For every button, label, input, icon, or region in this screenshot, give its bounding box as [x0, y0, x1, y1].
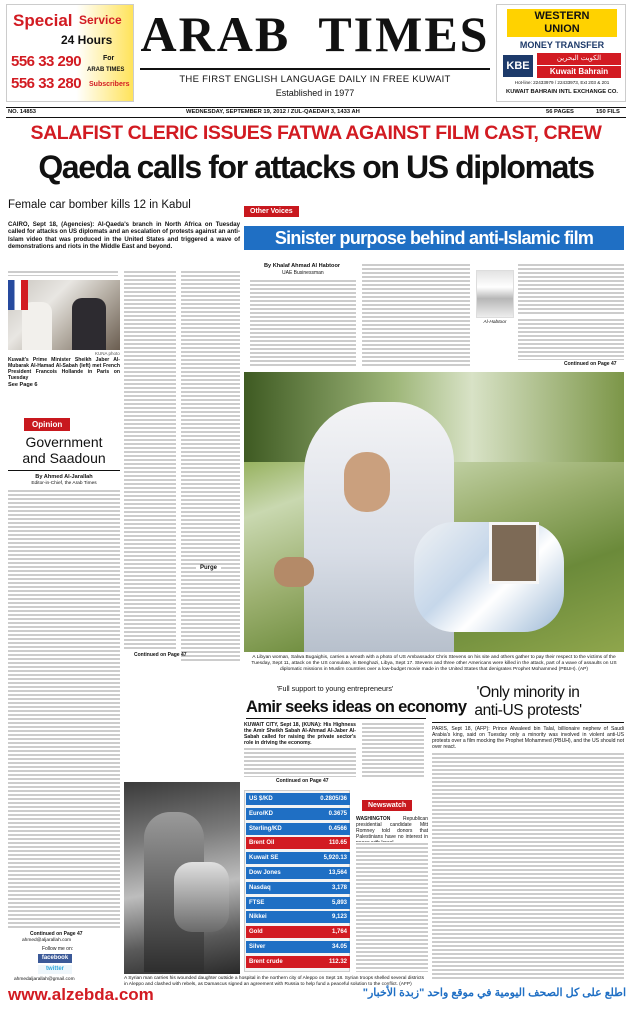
minority-body — [432, 752, 624, 980]
opinion-byline: By Ahmed Al-Jarallah — [35, 474, 93, 480]
wu-brand-top: WESTERN — [534, 10, 590, 22]
kbe-contacts: Hot-line: 22433979 / 22433973, Ext 203 & 201 — [514, 80, 610, 85]
kbe-logo: KBE — [503, 55, 533, 77]
other-voices-headline[interactable]: Sinister purpose behind anti-Islamic film — [244, 226, 624, 250]
facebook-button[interactable]: facebook — [38, 954, 72, 963]
kbe-arabic: الكويت البحرين — [537, 53, 621, 65]
market-value: 5,920.13 — [323, 855, 347, 862]
masthead-established: Established in 1977 — [275, 88, 355, 98]
opinion-label: Opinion — [24, 418, 70, 431]
habtoor-mugshot — [476, 270, 514, 318]
other-voices-byline: By Khalaf Ahmad Al Habtoor — [264, 263, 341, 269]
other-voices-byline-sub: UAE Businessman — [282, 270, 324, 276]
qaeda-continued[interactable]: Continued on Page 47 — [134, 652, 187, 658]
market-label: Kuwait SE — [249, 855, 279, 862]
ad-hours-label: 24 Hours — [61, 33, 113, 47]
newswatch-body — [356, 842, 428, 972]
market-value: 112.32 — [328, 958, 347, 965]
market-value: 0.2805/36 — [320, 796, 347, 802]
market-row — [246, 941, 350, 953]
market-value: 5,893 — [331, 899, 347, 906]
ad-special-label: Special — [13, 11, 73, 30]
opinion-email-2[interactable]: ahmedaljarallah@gmail.com — [14, 977, 75, 982]
fatwa-headline[interactable]: SALAFIST CLERIC ISSUES FATWA AGAINST FILM CAST, CREW — [30, 122, 602, 144]
qaeda-headline[interactable]: Qaeda calls for attacks on US diplomats — [38, 149, 594, 185]
market-row — [246, 852, 350, 864]
syria-photo[interactable] — [124, 782, 240, 974]
masthead-rule — [140, 68, 490, 70]
market-label: Brent Oil — [249, 840, 275, 847]
market-label: Brent crude — [249, 958, 283, 965]
libya-photo-face — [344, 452, 390, 512]
market-value: 0.3675 — [328, 810, 347, 817]
libya-photo[interactable] — [244, 372, 624, 652]
page-count: 56 PAGES — [546, 109, 574, 115]
pm-photo-flag — [8, 280, 28, 310]
kbe-english: Kuwait Bahrain — [537, 66, 621, 78]
wu-service: MONEY TRANSFER — [519, 40, 605, 50]
opinion-headline-l1: Government — [25, 434, 103, 450]
qaeda-intro: CAIRO, Sept 18, (Agencies): Al-Qaeda's branch in North Africa on Tuesday called for attacks on US diplomats and an escalation of protests against an anti-Islam video that was produced in the United States and triggered a wave of demonstrations and riots in the Middle East and beyond. — [8, 221, 240, 250]
wu-brand-bottom: UNION — [544, 23, 580, 35]
market-row — [246, 867, 350, 879]
ad-subscribers-label: Subscribers — [89, 81, 130, 88]
minority-headline-l2: anti-US protests' — [474, 702, 582, 719]
habtoor-caption: Al-Habtoor — [483, 320, 507, 325]
opinion-body — [8, 489, 120, 929]
site-url[interactable]: www.alzebda.com — [8, 985, 154, 1004]
market-value: 34.05 — [331, 944, 347, 950]
site-tagline-arabic: اطلع على كل الصحف اليومية في موقع واحد "زبدة الأخبار" — [362, 987, 626, 999]
photo-credit: KUNA photo — [95, 351, 120, 356]
market-label: FTSE — [249, 899, 265, 906]
market-row — [246, 911, 350, 923]
market-label: Sterling/KD — [249, 825, 282, 832]
market-label: Nasdaq — [249, 884, 271, 891]
market-value: 0.4566 — [328, 825, 347, 832]
market-label: Silver — [249, 944, 266, 950]
ad-phone-2: 556 33 280 — [11, 75, 82, 92]
other-voices-label: Other Voices — [244, 206, 299, 217]
minority-headline[interactable] — [430, 684, 626, 720]
amir-lede: KUWAIT CITY, Sept 18, (KUNA): His Highness the Amir Sheikh Sabah Al-Ahmad Al-Jaber Al-Sabah called for raising the private sector's role in driving the economy. — [244, 722, 356, 746]
libya-photo-portrait — [489, 522, 539, 584]
market-label: Dow Jones — [249, 870, 281, 876]
newswatch-dateline: WASHINGTON — [356, 816, 391, 822]
purge-subhead: Purge — [196, 565, 221, 571]
masthead-title-b: TIMES — [318, 6, 490, 62]
opinion-headline[interactable] — [8, 434, 120, 466]
market-value: 9,123 — [331, 914, 347, 921]
market-value: 110.65 — [328, 840, 347, 847]
libya-caption: A Libyan woman, Salwa Bugaighis, carries a wreath with a photo of US Ambassador Chris Stevens on his site and others gather to pay their respect to the victims of the Tuesday, Sept 11, attack on the US consulate, in Benghazi, Libya, Sept 17. Stevens and three other Americans were killed in the attack, part of a wave of assaults on US diplomatic missions in Muslim countries over a low-budget movie made in the United States that denigrates Prophet Mohammed (PBUH). (AP) — [251, 655, 617, 672]
syria-photo-child — [174, 862, 229, 932]
market-row — [246, 897, 350, 909]
libya-photo-hand — [274, 557, 314, 587]
qaeda-body-left — [8, 270, 118, 276]
ad-brand-label: ARAB TIMES — [87, 67, 125, 73]
market-label: Euro/KD — [249, 810, 273, 817]
market-label: Gold — [249, 929, 263, 936]
other-voices-col2 — [362, 263, 470, 367]
masthead-title — [140, 6, 490, 62]
newswatch-label: Newswatch — [362, 800, 412, 811]
masthead — [140, 6, 490, 106]
pm-caption: Kuwait's Prime Minister Sheikh Jaber Al-Mubarak Al-Hamad Al-Sabah (left) met French President Francois Hollande in Paris on Tuesday — [8, 357, 120, 381]
ad-phone-1: 556 33 290 — [11, 53, 82, 70]
amir-body-col2 — [362, 722, 424, 777]
minority-lede: PARIS, Sept 18, (AFP): Prince Alwaleed bin Talal, billionaire nephew of Saudi Arabia's king, said on Tuesday only a minority was involved in violent anti-US protests over a film mocking the Prophet Mohammed (PBUH), and the US should not over react. — [432, 726, 624, 750]
market-row — [246, 823, 350, 835]
market-value: 3,178 — [331, 884, 347, 891]
opinion-rule — [8, 470, 120, 471]
amir-kicker: 'Full support to young entrepreneurs' — [276, 684, 394, 693]
opinion-continued[interactable]: Continued on Page 47 — [30, 931, 83, 937]
newswatch-text: Republican presidential candidate Mitt Romney told donors that Palestinians have no interest in — [356, 816, 428, 840]
ad-western-union[interactable] — [496, 4, 626, 102]
issue-number: NO. 14853 — [8, 109, 37, 115]
other-voices-col3-top — [518, 263, 624, 315]
other-voices-col3-bottom — [518, 318, 624, 360]
market-value: 1,764 — [331, 929, 347, 936]
amir-headline[interactable]: Amir seeks ideas on economy — [246, 698, 467, 716]
pm-see-page[interactable]: See Page 6 — [8, 382, 38, 388]
wu-brand-box — [507, 9, 617, 37]
qaeda-body-col3 — [181, 270, 240, 662]
minority-headline-l1: 'Only minority in — [476, 684, 580, 701]
opinion-follow: Follow me on: — [42, 946, 74, 952]
dateline-bar — [6, 107, 626, 118]
newswatch-lede — [356, 816, 428, 840]
amir-body-col1 — [244, 747, 356, 777]
market-row — [246, 837, 350, 849]
kbe-footer: KUWAIT BAHRAIN INTL EXCHANGE CO. — [506, 89, 618, 95]
ad-service-label: Service — [79, 13, 122, 27]
market-row — [246, 882, 350, 894]
qaeda-body-col2 — [124, 270, 176, 650]
market-row — [246, 926, 350, 938]
pm-photo-figure-2 — [72, 298, 106, 350]
issue-date: WEDNESDAY, SEPTEMBER 19, 2012 / ZUL-QAEDAH 3, 1433 AH — [186, 109, 360, 115]
market-row — [246, 956, 350, 968]
qaeda-subheadline: Female car bomber kills 12 in Kabul — [8, 199, 191, 211]
masthead-tagline: THE FIRST ENGLISH LANGUAGE DAILY IN FREE KUWAIT — [179, 74, 451, 85]
minority-rule — [432, 722, 624, 723]
syria-caption: A Syrian man carries his wounded daughter outside a hospital in the northern city of Aleppo on Sept 18. Syrian troops shelled several districts in Aleppo and clashed with rebels, as Damascus signed an agreement with Russia to help fund a peaceful solution to the conflict. (AFP) — [124, 976, 424, 987]
amir-rule — [246, 718, 426, 719]
other-voices-continued[interactable]: Continued on Page 47 — [564, 361, 617, 367]
twitter-button[interactable]: twitter — [38, 965, 72, 974]
masthead-title-a: ARAB — [140, 6, 291, 62]
amir-continued-1[interactable]: Continued on Page 47 — [276, 778, 329, 784]
market-row — [246, 808, 350, 820]
pm-photo[interactable] — [8, 280, 120, 350]
market-row — [246, 793, 350, 805]
other-voices-col1 — [250, 279, 356, 367]
market-value: 13,564 — [328, 870, 347, 876]
market-label: Nikkei — [249, 914, 267, 921]
issue-price: 150 FILS — [596, 109, 620, 115]
ad-for-label: For — [103, 55, 115, 62]
ad-special-service[interactable] — [6, 4, 134, 102]
opinion-email[interactable]: ahmed@aljarallah.com — [22, 938, 72, 943]
opinion-byline-sub: Editor-in-Chief, the Arab Times — [31, 481, 97, 486]
market-label: US $/KD — [249, 796, 273, 802]
opinion-headline-l2: and Saadoun — [22, 450, 106, 466]
